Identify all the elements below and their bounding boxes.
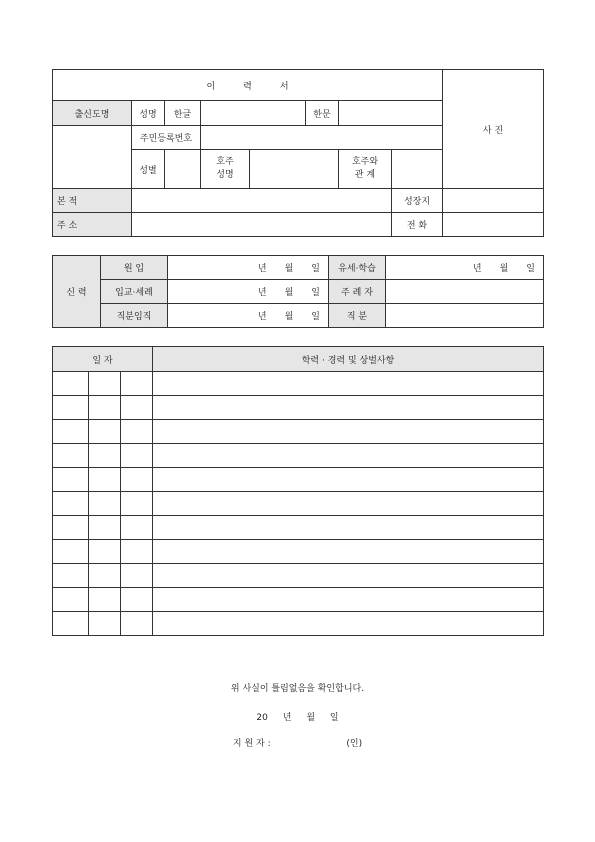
history-year-field[interactable]	[53, 420, 89, 444]
hanja-label: 한문	[306, 101, 339, 126]
history-content-field[interactable]	[153, 444, 544, 468]
history-year-field[interactable]	[53, 492, 89, 516]
date-field[interactable]	[168, 280, 329, 304]
history-row	[53, 420, 544, 444]
history-day-field[interactable]	[121, 396, 153, 420]
document-title	[53, 70, 443, 101]
history-row	[53, 444, 544, 468]
gender-label: 성별	[132, 150, 165, 189]
history-row	[53, 372, 544, 396]
faith-record-table	[52, 255, 544, 328]
month-label: 월	[284, 312, 294, 322]
history-year-field[interactable]	[53, 540, 89, 564]
resident-no-field[interactable]	[201, 126, 443, 150]
applicant-label: 지 원 자 :	[232, 739, 271, 749]
month-label: 월	[306, 713, 316, 723]
history-day-field[interactable]	[121, 444, 153, 468]
day-label: 일	[311, 312, 320, 322]
faith-row-label-right: 주 례 자	[329, 280, 386, 304]
history-month-field[interactable]	[89, 540, 121, 564]
faith-row-label-left: 직분임직	[101, 304, 168, 328]
history-day-field[interactable]	[121, 588, 153, 612]
history-row	[53, 564, 544, 588]
signature-date	[0, 710, 595, 723]
history-month-field[interactable]	[89, 444, 121, 468]
photo-box: 사 진	[443, 70, 544, 189]
history-day-field[interactable]	[121, 540, 153, 564]
gender-field[interactable]	[165, 150, 201, 189]
year-label: 년	[257, 288, 267, 298]
history-year-field[interactable]	[53, 372, 89, 396]
growth-label: 성장지	[392, 189, 443, 213]
officiant-field[interactable]	[386, 280, 544, 304]
history-month-field[interactable]	[89, 372, 121, 396]
phone-label: 전 화	[392, 213, 443, 237]
personal-info-table	[52, 69, 544, 237]
faith-row-label-left: 원 입	[101, 256, 168, 280]
history-content-field[interactable]	[153, 612, 544, 636]
hangul-name-field[interactable]	[201, 101, 306, 126]
address-label: 주 소	[53, 213, 132, 237]
day-label: 일	[311, 264, 320, 274]
position-field[interactable]	[386, 304, 544, 328]
history-day-field[interactable]	[121, 420, 153, 444]
origin-label: 출신도명	[53, 101, 132, 126]
name-label: 성명	[132, 101, 165, 126]
confirmation-statement: 위 사실이 틀림없음을 확인합니다.	[230, 684, 365, 694]
year-prefix: 20	[256, 713, 268, 723]
title-char: 이	[206, 81, 216, 92]
history-month-field[interactable]	[89, 564, 121, 588]
history-content-field[interactable]	[153, 516, 544, 540]
title-char: 력	[243, 81, 252, 92]
history-row	[53, 612, 544, 636]
history-day-field[interactable]	[121, 516, 153, 540]
history-day-field[interactable]	[121, 372, 153, 396]
history-year-field[interactable]	[53, 516, 89, 540]
faith-group-label: 신 력	[53, 256, 101, 328]
title-char: 서	[279, 81, 289, 92]
head-relation-label: 호주와 관 계	[339, 150, 392, 189]
year-label: 년	[257, 312, 267, 322]
history-year-field[interactable]	[53, 444, 89, 468]
faith-row-label-right: 유세·학습	[329, 256, 386, 280]
year-label: 년	[472, 264, 482, 274]
head-name-label: 호주 성명	[201, 150, 250, 189]
history-month-field[interactable]	[89, 468, 121, 492]
history-month-field[interactable]	[89, 396, 121, 420]
history-content-field[interactable]	[153, 492, 544, 516]
history-day-field[interactable]	[121, 564, 153, 588]
history-year-field[interactable]	[53, 468, 89, 492]
history-day-field[interactable]	[121, 612, 153, 636]
history-row	[53, 492, 544, 516]
history-row	[53, 396, 544, 420]
history-content-field[interactable]	[153, 588, 544, 612]
day-label: 일	[329, 713, 339, 723]
month-label: 월	[499, 264, 509, 274]
history-content-field[interactable]	[153, 540, 544, 564]
head-relation-field[interactable]	[392, 150, 443, 189]
month-label: 월	[284, 288, 294, 298]
resident-no-label: 주민등록번호	[132, 126, 201, 150]
history-month-field[interactable]	[89, 612, 121, 636]
head-name-field[interactable]	[250, 150, 339, 189]
date-field[interactable]	[386, 256, 544, 280]
origin-field[interactable]	[53, 126, 132, 189]
applicant-line	[0, 736, 595, 749]
history-content-field[interactable]	[153, 396, 544, 420]
home-reg-label: 본 적	[53, 189, 132, 213]
history-content-field[interactable]	[153, 372, 544, 396]
history-year-field[interactable]	[53, 396, 89, 420]
history-year-field[interactable]	[53, 564, 89, 588]
content-header: 학력 · 경력 및 상벌사항	[153, 347, 544, 372]
hanja-name-field[interactable]	[339, 101, 443, 126]
history-content-field[interactable]	[153, 468, 544, 492]
date-field[interactable]	[168, 304, 329, 328]
history-month-field[interactable]	[89, 516, 121, 540]
history-day-field[interactable]	[121, 492, 153, 516]
growth-field[interactable]	[443, 189, 544, 213]
history-content-field[interactable]	[153, 564, 544, 588]
seal-label: (인)	[346, 739, 363, 749]
phone-field[interactable]	[443, 213, 544, 237]
history-row	[53, 468, 544, 492]
date-field[interactable]	[168, 256, 329, 280]
year-label: 년	[282, 713, 292, 723]
history-month-field[interactable]	[89, 588, 121, 612]
address-field[interactable]	[132, 213, 392, 237]
history-month-field[interactable]	[89, 492, 121, 516]
hangul-label: 한글	[165, 101, 201, 126]
history-month-field[interactable]	[89, 420, 121, 444]
history-row	[53, 540, 544, 564]
history-year-field[interactable]	[53, 612, 89, 636]
home-reg-field[interactable]	[132, 189, 392, 213]
month-label: 월	[284, 264, 294, 274]
history-row	[53, 516, 544, 540]
history-content-field[interactable]	[153, 420, 544, 444]
day-label: 일	[311, 288, 320, 298]
faith-row-label-right: 직 분	[329, 304, 386, 328]
history-table	[52, 346, 544, 636]
history-day-field[interactable]	[121, 468, 153, 492]
date-header: 일 자	[53, 347, 153, 372]
history-year-field[interactable]	[53, 588, 89, 612]
day-label: 일	[526, 264, 535, 274]
history-row	[53, 588, 544, 612]
faith-row-label-left: 입교·세례	[101, 280, 168, 304]
year-label: 년	[257, 264, 267, 274]
